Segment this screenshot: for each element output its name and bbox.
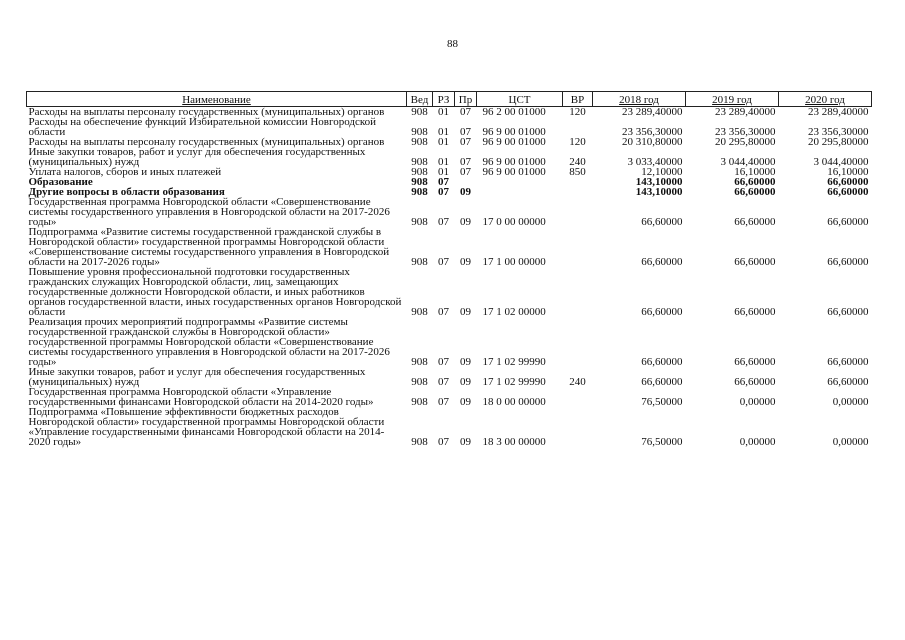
- cell-vr: [563, 407, 593, 447]
- cell-2019: 23 356,30000: [715, 126, 776, 138]
- cell-vr: [563, 117, 593, 137]
- cell-rz: 07: [438, 176, 449, 188]
- table-row: [27, 317, 872, 367]
- cell-pr: 09: [460, 216, 471, 228]
- cell-name: Образование: [28, 176, 93, 188]
- cell-2020: 0,00000: [832, 436, 869, 448]
- header-name: Наименование: [27, 92, 407, 107]
- cell-2020: 3 044,40000: [813, 156, 869, 168]
- cell-2019: 66,60000: [734, 256, 776, 268]
- cell-2020: 23 289,40000: [808, 106, 869, 118]
- cell-name: Расходы на выплаты персоналу государственных (муниципальных) органов: [28, 106, 385, 118]
- cell-name: Подпрограмма «Повышение эффективности бюджетных расходов Новгородской области» государственной программы Новгородской области «Управление государственными финансами Новгородской области на 2014-2020 годы»: [28, 406, 385, 448]
- cell-cst: [477, 187, 563, 197]
- cell-cst: 18 0 00 00000: [482, 396, 546, 408]
- header-2020: 2020 год: [779, 92, 872, 107]
- header-pr: Пр: [455, 92, 477, 107]
- cell-2019: 23 289,40000: [715, 106, 776, 118]
- cell-2020: 66,60000: [827, 176, 869, 188]
- cell-cst: 17 1 00 00000: [482, 256, 546, 268]
- cell-pr: 09: [460, 306, 471, 318]
- table-row: [27, 227, 872, 267]
- table-header-row: [27, 92, 872, 107]
- table-row: [27, 197, 872, 227]
- cell-cst: 96 2 00 01000: [482, 106, 546, 118]
- cell-vr: 120: [569, 136, 586, 148]
- cell-cst: [477, 177, 563, 187]
- header-2019: 2019 год: [686, 92, 779, 107]
- cell-pr: 07: [460, 126, 471, 138]
- cell-2020: 66,60000: [827, 186, 869, 198]
- cell-rz: 01: [438, 156, 449, 168]
- cell-rz: 07: [438, 186, 449, 198]
- cell-name: Реализация прочих мероприятий подпрограммы «Развитие системы государственной гражданской службы в Новгородской области» государственной программы Новгородской области «Совершенствование системы государственного управления в Новгородской области на 2017-2026 годы»: [28, 316, 390, 368]
- cell-ved: 908: [411, 396, 428, 408]
- cell-2020: 16,10000: [827, 166, 869, 178]
- cell-ved: 908: [411, 136, 428, 148]
- table-row: [27, 387, 872, 407]
- cell-rz: 07: [438, 306, 449, 318]
- cell-2018: 76,50000: [641, 396, 683, 408]
- cell-vr: 850: [569, 166, 586, 178]
- cell-name: Повышение уровня профессиональной подготовки государственных гражданских служащих Новгородской области, лиц, замещающих государственные должности Новгородской области, и иных работников органов государственной власти, иных государственных органов Новгородской области: [28, 266, 402, 318]
- cell-2020: 66,60000: [827, 256, 869, 268]
- cell-cst: 96 9 00 01000: [482, 136, 546, 148]
- cell-2018: 143,10000: [635, 186, 683, 198]
- cell-name: Подпрограмма «Развитие системы государственной гражданской службы в Новгородской области» государственной программы Новгородской области «Совершенствование системы государственного управления в Новгородской области на 2017-2026 годы»: [28, 226, 390, 268]
- cell-2018: 3 033,40000: [627, 156, 683, 168]
- header-cst: ЦСТ: [477, 92, 563, 107]
- cell-rz: 07: [438, 256, 449, 268]
- cell-cst: 18 3 00 00000: [482, 436, 546, 448]
- cell-rz: 01: [438, 106, 449, 118]
- cell-pr: 09: [460, 396, 471, 408]
- cell-2020: 66,60000: [827, 356, 869, 368]
- cell-pr: 07: [460, 156, 471, 168]
- cell-2018: 23 289,40000: [622, 106, 683, 118]
- cell-2018: 76,50000: [641, 436, 683, 448]
- cell-pr: 09: [460, 376, 471, 388]
- cell-2018: 66,60000: [641, 356, 683, 368]
- cell-pr: 09: [460, 436, 471, 448]
- cell-ved: 908: [411, 216, 428, 228]
- cell-vr: [563, 387, 593, 407]
- table-row: [27, 267, 872, 317]
- cell-2018: 66,60000: [641, 306, 683, 318]
- table-row: [27, 407, 872, 447]
- cell-vr: 240: [569, 376, 586, 388]
- cell-name: Иные закупки товаров, работ и услуг для обеспечения государственных (муниципальных) нужд: [28, 146, 366, 168]
- cell-2019: 66,60000: [734, 186, 776, 198]
- cell-name: Иные закупки товаров, работ и услуг для обеспечения государственных (муниципальных) нужд: [28, 366, 366, 388]
- cell-name: Государственная программа Новгородской области «Совершенствование системы государственного управления в Новгородской области на 2017-2026 годы»: [28, 196, 390, 228]
- header-2018: 2018 год: [593, 92, 686, 107]
- budget-table: [26, 91, 872, 447]
- cell-ved: 908: [411, 436, 428, 448]
- cell-2019: 66,60000: [734, 356, 776, 368]
- cell-2020: 66,60000: [827, 376, 869, 388]
- cell-2020: 66,60000: [827, 306, 869, 318]
- cell-rz: 01: [438, 166, 449, 178]
- cell-2018: 12,10000: [641, 166, 683, 178]
- cell-pr: 07: [460, 106, 471, 118]
- cell-2019: 0,00000: [739, 436, 776, 448]
- cell-2020: 0,00000: [832, 396, 869, 408]
- cell-2018: 66,60000: [641, 216, 683, 228]
- table-body: [27, 107, 872, 448]
- cell-vr: 240: [569, 156, 586, 168]
- header-rz: РЗ: [433, 92, 455, 107]
- cell-ved: 908: [411, 256, 428, 268]
- cell-ved: 908: [411, 166, 428, 178]
- cell-rz: 07: [438, 396, 449, 408]
- cell-2018: 143,10000: [635, 176, 683, 188]
- cell-pr: 07: [460, 136, 471, 148]
- table-row: [27, 147, 872, 167]
- cell-vr: 120: [569, 106, 586, 118]
- cell-rz: 07: [438, 376, 449, 388]
- cell-pr: 09: [460, 186, 471, 198]
- cell-ved: 908: [411, 106, 428, 118]
- cell-2019: 66,60000: [734, 306, 776, 318]
- cell-pr: 09: [460, 256, 471, 268]
- cell-cst: 17 1 02 00000: [482, 306, 546, 318]
- header-ved: Вед: [407, 92, 433, 107]
- cell-cst: 96 9 00 01000: [482, 166, 546, 178]
- cell-ved: 908: [411, 176, 428, 188]
- cell-pr: 09: [460, 356, 471, 368]
- cell-2019: 20 295,80000: [715, 136, 776, 148]
- cell-vr: [563, 267, 593, 317]
- cell-name: Другие вопросы в области образования: [28, 186, 225, 198]
- table-row: [27, 367, 872, 387]
- cell-2019: 66,60000: [734, 376, 776, 388]
- cell-2018: 66,60000: [641, 256, 683, 268]
- cell-ved: 908: [411, 156, 428, 168]
- cell-2019: 66,60000: [734, 216, 776, 228]
- cell-cst: 17 0 00 00000: [482, 216, 546, 228]
- cell-rz: 07: [438, 436, 449, 448]
- cell-name: Расходы на выплаты персоналу государственных (муниципальных) органов: [28, 136, 385, 148]
- cell-rz: 07: [438, 216, 449, 228]
- cell-ved: 908: [411, 306, 428, 318]
- cell-rz: 07: [438, 356, 449, 368]
- cell-2018: 23 356,30000: [622, 126, 683, 138]
- cell-rz: 01: [438, 126, 449, 138]
- cell-2020: 23 356,30000: [808, 126, 869, 138]
- cell-name: Уплата налогов, сборов и иных платежей: [28, 166, 222, 178]
- cell-vr: [563, 187, 593, 197]
- cell-name: Государственная программа Новгородской области «Управление государственными финансами Новгородской области на 2014-2020 годы»: [28, 386, 374, 408]
- cell-2019: 0,00000: [739, 396, 776, 408]
- cell-2019: 16,10000: [734, 166, 776, 178]
- cell-ved: 908: [411, 376, 428, 388]
- cell-cst: 96 9 00 01000: [482, 126, 546, 138]
- cell-vr: [563, 317, 593, 367]
- cell-2020: 66,60000: [827, 216, 869, 228]
- cell-ved: 908: [411, 356, 428, 368]
- cell-2018: 20 310,80000: [622, 136, 683, 148]
- cell-pr: 07: [460, 166, 471, 178]
- cell-ved: 908: [411, 186, 428, 198]
- cell-2019: 66,60000: [734, 176, 776, 188]
- page-number: 88: [447, 38, 458, 50]
- cell-2020: 20 295,80000: [808, 136, 869, 148]
- cell-2019: 3 044,40000: [720, 156, 776, 168]
- table-row: [27, 117, 872, 137]
- cell-vr: [563, 177, 593, 187]
- cell-rz: 01: [438, 136, 449, 148]
- cell-vr: [563, 197, 593, 227]
- cell-ved: 908: [411, 126, 428, 138]
- cell-name: Расходы на обеспечение функций Избирательной комиссии Новгородской области: [28, 116, 377, 138]
- cell-cst: 17 1 02 99990: [482, 376, 546, 388]
- cell-vr: [563, 227, 593, 267]
- cell-2018: 66,60000: [641, 376, 683, 388]
- cell-cst: 17 1 02 99990: [482, 356, 546, 368]
- header-vr: ВР: [563, 92, 593, 107]
- cell-cst: 96 9 00 01000: [482, 156, 546, 168]
